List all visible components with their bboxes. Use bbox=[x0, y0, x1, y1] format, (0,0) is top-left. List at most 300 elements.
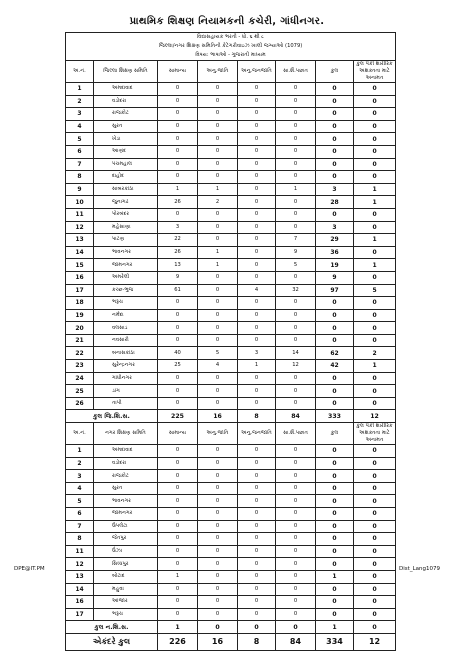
row-value: 0 bbox=[276, 583, 316, 596]
row-value: 0 bbox=[316, 470, 354, 483]
row-name: જુનાગઢ bbox=[94, 196, 158, 209]
row-name: જામનગર bbox=[94, 259, 158, 272]
row-value: 0 bbox=[238, 133, 276, 146]
row-value: 0 bbox=[238, 322, 276, 335]
row-value: 0 bbox=[276, 120, 316, 133]
total-value: 16 bbox=[198, 410, 238, 423]
total-value: 0 bbox=[198, 621, 238, 634]
vacancy-table bbox=[65, 32, 396, 651]
table-row bbox=[66, 360, 396, 373]
row-value: 0 bbox=[198, 158, 238, 171]
table-row bbox=[66, 608, 396, 621]
row-value: 12 bbox=[276, 360, 316, 373]
row-value: 0 bbox=[238, 309, 276, 322]
row-value: 29 bbox=[316, 234, 354, 247]
row-number: 2 bbox=[66, 95, 94, 108]
row-value: 0 bbox=[158, 482, 198, 495]
row-value: 0 bbox=[276, 221, 316, 234]
table-row bbox=[66, 596, 396, 609]
row-value: 0 bbox=[316, 208, 354, 221]
row-value: 0 bbox=[276, 297, 316, 310]
row-number: 11 bbox=[66, 208, 94, 221]
row-value: 5 bbox=[198, 347, 238, 360]
total-value: 334 bbox=[316, 633, 354, 650]
row-value: 0 bbox=[316, 397, 354, 410]
row-value: 32 bbox=[276, 284, 316, 297]
row-name: જેતપુર bbox=[94, 533, 158, 546]
district-header-row bbox=[66, 61, 396, 83]
total-value: 0 bbox=[238, 621, 276, 634]
row-number: 17 bbox=[66, 608, 94, 621]
row-value: 0 bbox=[198, 372, 238, 385]
row-value: 42 bbox=[316, 360, 354, 373]
table-subtitle: જિલ્લા/નગર શિક્ષણ સમિતિની કેટેગરીવાઇઝ ખાલી જગ્યાઓ (1079) bbox=[66, 42, 396, 51]
row-number: 19 bbox=[66, 309, 94, 322]
table-row bbox=[66, 470, 396, 483]
row-value: 0 bbox=[354, 558, 396, 571]
row-value: 0 bbox=[276, 470, 316, 483]
row-value: 40 bbox=[158, 347, 198, 360]
row-value: 1 bbox=[316, 570, 354, 583]
row-value: 0 bbox=[316, 145, 354, 158]
row-name: પંચમહાલ bbox=[94, 158, 158, 171]
row-value: 0 bbox=[316, 322, 354, 335]
row-value: 0 bbox=[238, 596, 276, 609]
row-value: 0 bbox=[316, 608, 354, 621]
row-value: 0 bbox=[354, 385, 396, 398]
row-value: 5 bbox=[276, 259, 316, 272]
table-row bbox=[66, 334, 396, 347]
total-value: 84 bbox=[276, 633, 316, 650]
row-number: 13 bbox=[66, 570, 94, 583]
row-value: 0 bbox=[276, 83, 316, 96]
row-value: 0 bbox=[316, 108, 354, 121]
row-number: 7 bbox=[66, 520, 94, 533]
row-value: 0 bbox=[238, 246, 276, 259]
row-value: 1 bbox=[354, 360, 396, 373]
table-row bbox=[66, 457, 396, 470]
row-name: નર્મદા bbox=[94, 309, 158, 322]
row-value: 0 bbox=[316, 95, 354, 108]
row-name: જામનગર bbox=[94, 508, 158, 521]
row-number: 4 bbox=[66, 482, 94, 495]
row-value: 0 bbox=[158, 545, 198, 558]
row-value: 0 bbox=[354, 309, 396, 322]
row-value: 0 bbox=[158, 145, 198, 158]
row-name: કચ્છ-ભુજ bbox=[94, 284, 158, 297]
row-value: 0 bbox=[198, 545, 238, 558]
table-row bbox=[66, 520, 396, 533]
row-value: 0 bbox=[238, 397, 276, 410]
total-label: એકંદરે કુલ bbox=[66, 633, 158, 650]
footer-right: Dist_Lang1079 bbox=[399, 566, 440, 572]
row-value: 0 bbox=[158, 208, 198, 221]
row-value: 0 bbox=[276, 208, 316, 221]
row-value: 0 bbox=[238, 520, 276, 533]
table-subtitle: વિદ્યાસહાયક ભરતી - ધો. ૬ થી ૮ bbox=[66, 33, 396, 43]
row-value: 97 bbox=[316, 284, 354, 297]
row-value: 0 bbox=[158, 385, 198, 398]
row-value: 0 bbox=[238, 608, 276, 621]
row-value: 0 bbox=[198, 284, 238, 297]
row-number: 5 bbox=[66, 133, 94, 146]
row-number: 23 bbox=[66, 360, 94, 373]
row-value: 0 bbox=[198, 470, 238, 483]
row-value: 5 bbox=[354, 284, 396, 297]
row-number: 14 bbox=[66, 583, 94, 596]
row-number: 21 bbox=[66, 334, 94, 347]
row-value: 0 bbox=[198, 95, 238, 108]
row-name: સુરત bbox=[94, 120, 158, 133]
table-row bbox=[66, 196, 396, 209]
column-header: કુલ bbox=[316, 61, 354, 83]
row-value: 0 bbox=[238, 372, 276, 385]
row-value: 0 bbox=[316, 120, 354, 133]
row-name: ઉપલેટા bbox=[94, 520, 158, 533]
row-number: 16 bbox=[66, 596, 94, 609]
row-value: 0 bbox=[158, 108, 198, 121]
row-value: 1 bbox=[354, 234, 396, 247]
row-value: 0 bbox=[316, 385, 354, 398]
row-value: 0 bbox=[198, 120, 238, 133]
row-number: 4 bbox=[66, 120, 94, 133]
row-value: 0 bbox=[158, 558, 198, 571]
row-value: 26 bbox=[158, 246, 198, 259]
row-value: 0 bbox=[198, 322, 238, 335]
row-value: 0 bbox=[158, 520, 198, 533]
grand-total-row bbox=[66, 633, 396, 650]
row-name: વડોદરા bbox=[94, 95, 158, 108]
table-row bbox=[66, 108, 396, 121]
row-number: 8 bbox=[66, 533, 94, 546]
row-value: 0 bbox=[354, 608, 396, 621]
column-header: કુલ bbox=[316, 423, 354, 445]
row-number: 11 bbox=[66, 545, 94, 558]
total-value: 1 bbox=[158, 621, 198, 634]
total-label: કુલ જિ.શિ.સ. bbox=[66, 410, 158, 423]
row-value: 0 bbox=[198, 445, 238, 458]
table-row bbox=[66, 397, 396, 410]
row-value: 0 bbox=[198, 208, 238, 221]
table-row bbox=[66, 445, 396, 458]
column-header: જિલ્લા શિક્ષણ સમિતિ bbox=[94, 61, 158, 83]
row-value: 0 bbox=[354, 83, 396, 96]
row-value: 0 bbox=[198, 397, 238, 410]
table-row bbox=[66, 347, 396, 360]
row-value: 0 bbox=[354, 583, 396, 596]
row-value: 0 bbox=[238, 545, 276, 558]
row-value: 0 bbox=[238, 508, 276, 521]
table-row bbox=[66, 120, 396, 133]
row-name: નવસારી bbox=[94, 334, 158, 347]
table-row bbox=[66, 271, 396, 284]
row-value: 0 bbox=[316, 334, 354, 347]
column-header: કુલ પૈકી શારીરિક અશક્તતા માટે અનામત bbox=[354, 423, 396, 445]
row-value: 9 bbox=[158, 271, 198, 284]
row-value: 0 bbox=[198, 508, 238, 521]
row-value: 0 bbox=[316, 533, 354, 546]
row-value: 0 bbox=[354, 145, 396, 158]
row-value: 0 bbox=[238, 533, 276, 546]
row-value: 0 bbox=[198, 520, 238, 533]
row-value: 0 bbox=[354, 322, 396, 335]
row-value: 1 bbox=[158, 183, 198, 196]
row-value: 0 bbox=[276, 570, 316, 583]
row-value: 0 bbox=[198, 495, 238, 508]
row-value: 0 bbox=[354, 545, 396, 558]
row-value: 1 bbox=[354, 259, 396, 272]
row-value: 0 bbox=[158, 372, 198, 385]
row-value: 0 bbox=[316, 171, 354, 184]
row-value: 2 bbox=[198, 196, 238, 209]
row-value: 0 bbox=[316, 508, 354, 521]
row-value: 0 bbox=[198, 570, 238, 583]
total-label: કુલ ન.શિ.સ. bbox=[66, 621, 158, 634]
table-row bbox=[66, 158, 396, 171]
row-value: 0 bbox=[238, 158, 276, 171]
row-value: 2 bbox=[354, 347, 396, 360]
row-value: 0 bbox=[238, 221, 276, 234]
row-value: 7 bbox=[276, 234, 316, 247]
row-value: 0 bbox=[276, 545, 316, 558]
row-value: 0 bbox=[276, 171, 316, 184]
row-value: 0 bbox=[238, 457, 276, 470]
row-value: 0 bbox=[238, 558, 276, 571]
table-row bbox=[66, 570, 396, 583]
total-value: 225 bbox=[158, 410, 198, 423]
row-value: 26 bbox=[158, 196, 198, 209]
row-value: 0 bbox=[198, 221, 238, 234]
row-value: 0 bbox=[276, 482, 316, 495]
row-number: 18 bbox=[66, 297, 94, 310]
table-row bbox=[66, 221, 396, 234]
table-row bbox=[66, 259, 396, 272]
row-value: 0 bbox=[238, 495, 276, 508]
row-name: ભરૂચ bbox=[94, 297, 158, 310]
row-value: 0 bbox=[316, 297, 354, 310]
row-value: 0 bbox=[238, 259, 276, 272]
row-value: 0 bbox=[354, 271, 396, 284]
row-value: 0 bbox=[158, 397, 198, 410]
row-value: 0 bbox=[276, 558, 316, 571]
column-header: સા.શૈ.પછાત bbox=[276, 61, 316, 83]
row-value: 0 bbox=[238, 385, 276, 398]
row-value: 0 bbox=[354, 334, 396, 347]
row-name: આંજાર bbox=[94, 596, 158, 609]
row-name: રાજકોટ bbox=[94, 108, 158, 121]
row-value: 3 bbox=[316, 183, 354, 196]
row-value: 0 bbox=[354, 520, 396, 533]
row-value: 0 bbox=[238, 482, 276, 495]
row-value: 0 bbox=[316, 482, 354, 495]
row-value: 0 bbox=[158, 608, 198, 621]
row-value: 0 bbox=[276, 309, 316, 322]
row-name: તાપી bbox=[94, 397, 158, 410]
row-value: 0 bbox=[354, 133, 396, 146]
row-number: 13 bbox=[66, 234, 94, 247]
row-value: 0 bbox=[158, 533, 198, 546]
row-value: 0 bbox=[354, 246, 396, 259]
row-value: 0 bbox=[198, 385, 238, 398]
row-name: અમદાવાદ bbox=[94, 83, 158, 96]
row-value: 0 bbox=[198, 171, 238, 184]
district-total-row bbox=[66, 410, 396, 423]
row-value: 0 bbox=[158, 470, 198, 483]
row-name: ભાવનગર bbox=[94, 495, 158, 508]
row-value: 0 bbox=[276, 608, 316, 621]
row-value: 0 bbox=[238, 95, 276, 108]
row-value: 1 bbox=[238, 360, 276, 373]
row-value: 0 bbox=[238, 108, 276, 121]
column-header: અનુ.જાતિ bbox=[198, 61, 238, 83]
row-value: 0 bbox=[354, 221, 396, 234]
row-name: ભાવનગર bbox=[94, 246, 158, 259]
row-value: 0 bbox=[198, 234, 238, 247]
row-value: 14 bbox=[276, 347, 316, 360]
row-value: 0 bbox=[354, 108, 396, 121]
row-value: 0 bbox=[276, 158, 316, 171]
row-value: 0 bbox=[158, 309, 198, 322]
row-name: આણંદ bbox=[94, 145, 158, 158]
row-value: 0 bbox=[354, 95, 396, 108]
row-value: 0 bbox=[276, 196, 316, 209]
column-header: નગર શિક્ષણ સમિતિ bbox=[94, 423, 158, 445]
row-value: 0 bbox=[238, 171, 276, 184]
city-header-row bbox=[66, 423, 396, 445]
row-value: 0 bbox=[238, 583, 276, 596]
row-value: 0 bbox=[354, 208, 396, 221]
row-name: સુરેન્દ્રનગર bbox=[94, 360, 158, 373]
row-value: 0 bbox=[354, 445, 396, 458]
row-value: 3 bbox=[238, 347, 276, 360]
row-number: 15 bbox=[66, 259, 94, 272]
row-name: સુરત bbox=[94, 482, 158, 495]
row-value: 0 bbox=[354, 397, 396, 410]
row-value: 0 bbox=[316, 520, 354, 533]
column-header: અનુ.જનજાતિ bbox=[238, 61, 276, 83]
row-value: 0 bbox=[316, 158, 354, 171]
row-number: 22 bbox=[66, 347, 94, 360]
row-value: 1 bbox=[198, 259, 238, 272]
row-value: 0 bbox=[238, 234, 276, 247]
row-value: 61 bbox=[158, 284, 198, 297]
row-value: 13 bbox=[158, 259, 198, 272]
table-row bbox=[66, 372, 396, 385]
table-row bbox=[66, 533, 396, 546]
table-row bbox=[66, 545, 396, 558]
row-value: 0 bbox=[354, 508, 396, 521]
row-number: 8 bbox=[66, 171, 94, 184]
row-value: 0 bbox=[198, 309, 238, 322]
row-number: 7 bbox=[66, 158, 94, 171]
row-value: 0 bbox=[158, 445, 198, 458]
row-value: 0 bbox=[238, 83, 276, 96]
row-value: 25 bbox=[158, 360, 198, 373]
row-value: 19 bbox=[316, 259, 354, 272]
row-value: 0 bbox=[316, 309, 354, 322]
column-header: અનુ.જનજાતિ bbox=[238, 423, 276, 445]
total-value: 8 bbox=[238, 410, 276, 423]
table-row bbox=[66, 133, 396, 146]
row-value: 9 bbox=[276, 246, 316, 259]
table-row bbox=[66, 322, 396, 335]
total-value: 0 bbox=[276, 621, 316, 634]
row-name: અમરેલી bbox=[94, 271, 158, 284]
row-name: બનાસકાંઠા bbox=[94, 347, 158, 360]
row-name: પોરબંદર bbox=[94, 208, 158, 221]
total-value: 226 bbox=[158, 633, 198, 650]
table-row bbox=[66, 482, 396, 495]
row-value: 0 bbox=[158, 297, 198, 310]
row-number: 3 bbox=[66, 470, 94, 483]
row-value: 22 bbox=[158, 234, 198, 247]
total-value: 12 bbox=[354, 410, 396, 423]
row-number: 24 bbox=[66, 372, 94, 385]
row-value: 0 bbox=[276, 334, 316, 347]
table-row bbox=[66, 508, 396, 521]
row-number: 3 bbox=[66, 108, 94, 121]
table-row bbox=[66, 583, 396, 596]
row-number: 9 bbox=[66, 183, 94, 196]
row-value: 0 bbox=[316, 545, 354, 558]
row-name: ડાંગ bbox=[94, 385, 158, 398]
table-row bbox=[66, 385, 396, 398]
row-value: 1 bbox=[354, 196, 396, 209]
row-value: 0 bbox=[238, 297, 276, 310]
row-name: અમદાવાદ bbox=[94, 445, 158, 458]
row-value: 9 bbox=[316, 271, 354, 284]
row-value: 0 bbox=[316, 83, 354, 96]
row-value: 1 bbox=[276, 183, 316, 196]
row-number: 2 bbox=[66, 457, 94, 470]
column-header: અ.નં. bbox=[66, 423, 94, 445]
row-value: 0 bbox=[276, 596, 316, 609]
row-value: 4 bbox=[198, 360, 238, 373]
row-value: 0 bbox=[158, 171, 198, 184]
row-value: 4 bbox=[238, 284, 276, 297]
row-number: 17 bbox=[66, 284, 94, 297]
column-header: સામાન્ય bbox=[158, 423, 198, 445]
row-value: 0 bbox=[354, 495, 396, 508]
row-number: 5 bbox=[66, 495, 94, 508]
row-name: રાજકોટ bbox=[94, 470, 158, 483]
row-value: 0 bbox=[198, 596, 238, 609]
row-number: 20 bbox=[66, 322, 94, 335]
row-name: સિધ્ધપુર bbox=[94, 558, 158, 571]
column-header: સા.શૈ.પછાત bbox=[276, 423, 316, 445]
row-value: 1 bbox=[198, 246, 238, 259]
row-value: 0 bbox=[198, 145, 238, 158]
total-value: 16 bbox=[198, 633, 238, 650]
column-header: અ.નં. bbox=[66, 61, 94, 83]
row-value: 0 bbox=[158, 158, 198, 171]
row-number: 26 bbox=[66, 397, 94, 410]
table-row bbox=[66, 309, 396, 322]
row-value: 0 bbox=[276, 271, 316, 284]
total-value: 1 bbox=[316, 621, 354, 634]
row-value: 0 bbox=[238, 570, 276, 583]
row-value: 0 bbox=[276, 385, 316, 398]
row-value: 0 bbox=[158, 322, 198, 335]
row-value: 0 bbox=[158, 83, 198, 96]
row-value: 0 bbox=[354, 158, 396, 171]
row-name: ખેડા bbox=[94, 133, 158, 146]
row-value: 0 bbox=[354, 297, 396, 310]
row-name: ઉંઝા bbox=[94, 545, 158, 558]
row-name: વલસાડ bbox=[94, 322, 158, 335]
table-row bbox=[66, 297, 396, 310]
row-value: 0 bbox=[354, 482, 396, 495]
